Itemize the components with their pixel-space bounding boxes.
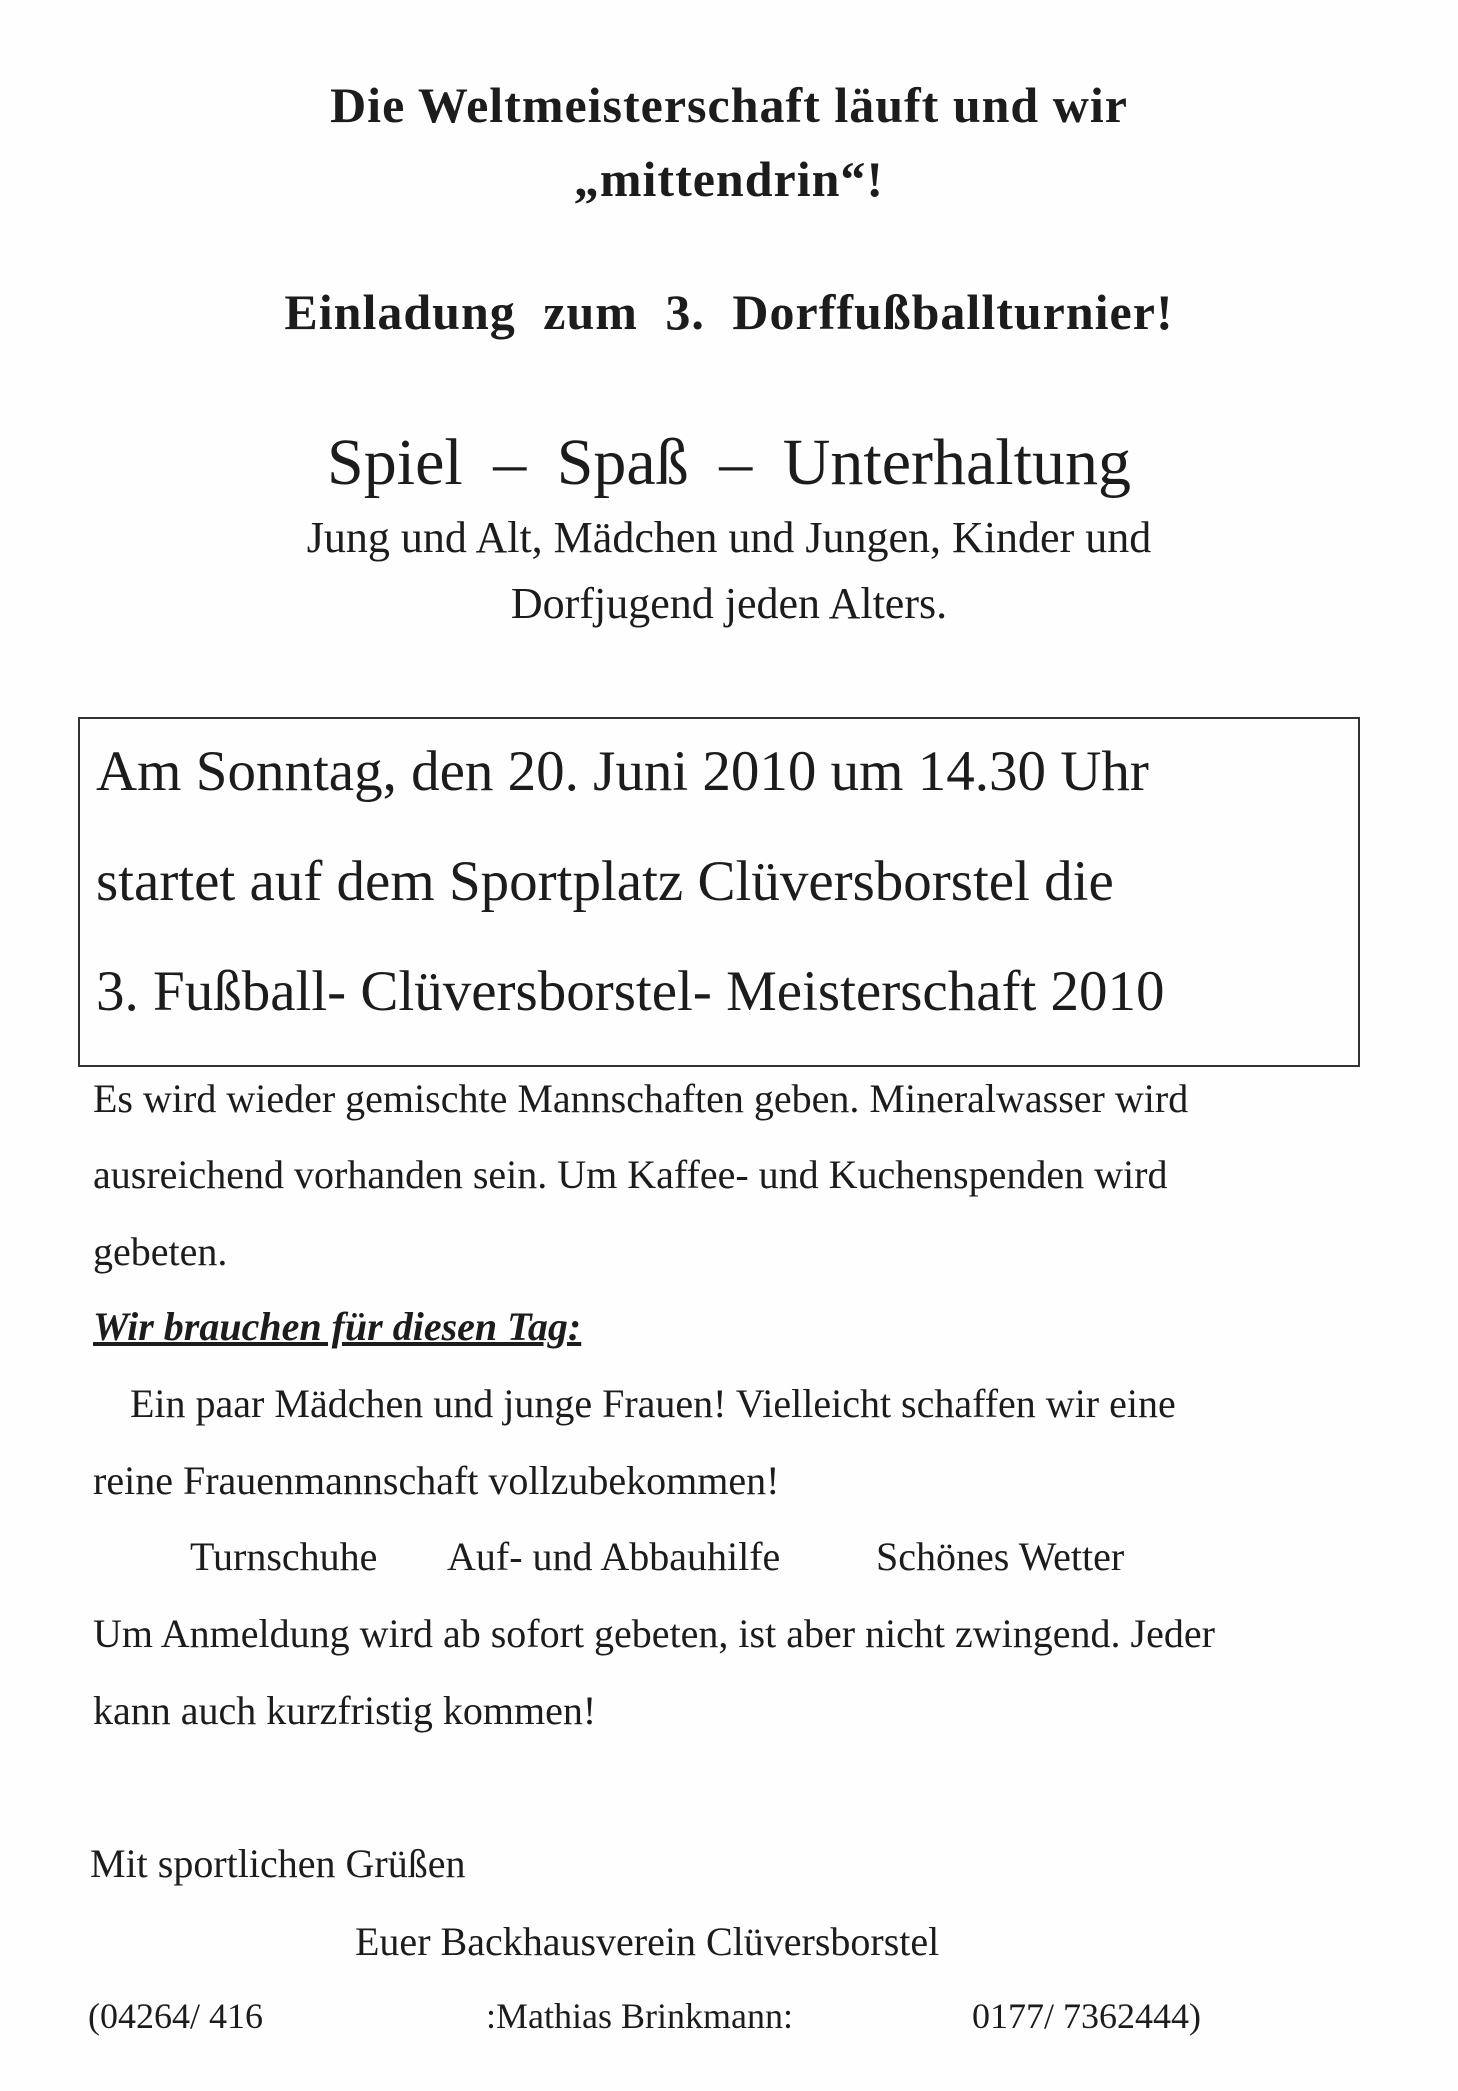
contact-phone-2: 0177/ 7362444) [972,1996,1201,2036]
tagline-sub-1: Jung und Alt, Mädchen und Jungen, Kinder und [306,513,1152,562]
headline-line-2: „mittendrin“! [573,151,885,207]
needs-line-3: Um Anmeldung wird ab sofort gebeten, ist aber nicht zwingend. Jeder [93,1611,1215,1656]
announcement-box [78,717,1360,1067]
contact-phone-1: (04264/ 416 [88,1996,263,2036]
needs-line-1: Ein paar Mädchen und junge Frauen! Vielleicht schaffen wir eine [130,1381,1176,1426]
closing-greeting: Mit sportlichen Grüßen [90,1841,466,1886]
announcement-line-2: startet auf dem Sportplatz Clüversborstel die [96,850,1114,913]
needs-item-helpers: Auf- und Abbauhilfe [447,1534,781,1579]
tagline-title: Spiel – Spaß – Unterhaltung [327,426,1131,499]
needs-heading: Wir brauchen für diesen Tag: [93,1304,582,1349]
announcement-line-3: 3. Fußball- Clüversborstel- Meisterschaft 2010 [96,960,1165,1023]
needs-line-4: kann auch kurzfristig kommen! [93,1688,597,1733]
info-line-2: ausreichend vorhanden sein. Um Kaffee- und Kuchenspenden wird [93,1152,1168,1197]
headline-line-1: Die Weltmeisterschaft läuft und wir [330,77,1128,133]
closing-signature: Euer Backhausverein Clüversborstel [355,1919,940,1964]
info-line-1: Es wird wieder gemischte Mannschaften geben. Mineralwasser wird [93,1076,1189,1121]
info-line-3: gebeten. [93,1229,228,1274]
needs-item-weather: Schönes Wetter [876,1534,1125,1579]
tagline-sub-2: Dorfjugend jeden Alters. [510,579,948,628]
needs-item-shoes: Turnschuhe [190,1534,378,1579]
contact-name: :Mathias Brinkmann: [486,1996,793,2036]
needs-line-2: reine Frauenmannschaft vollzubekommen! [93,1458,780,1503]
announcement-line-1: Am Sonntag, den 20. Juni 2010 um 14.30 Uhr [96,740,1149,803]
invitation-title: Einladung zum 3. Dorffußballturnier! [284,284,1174,340]
